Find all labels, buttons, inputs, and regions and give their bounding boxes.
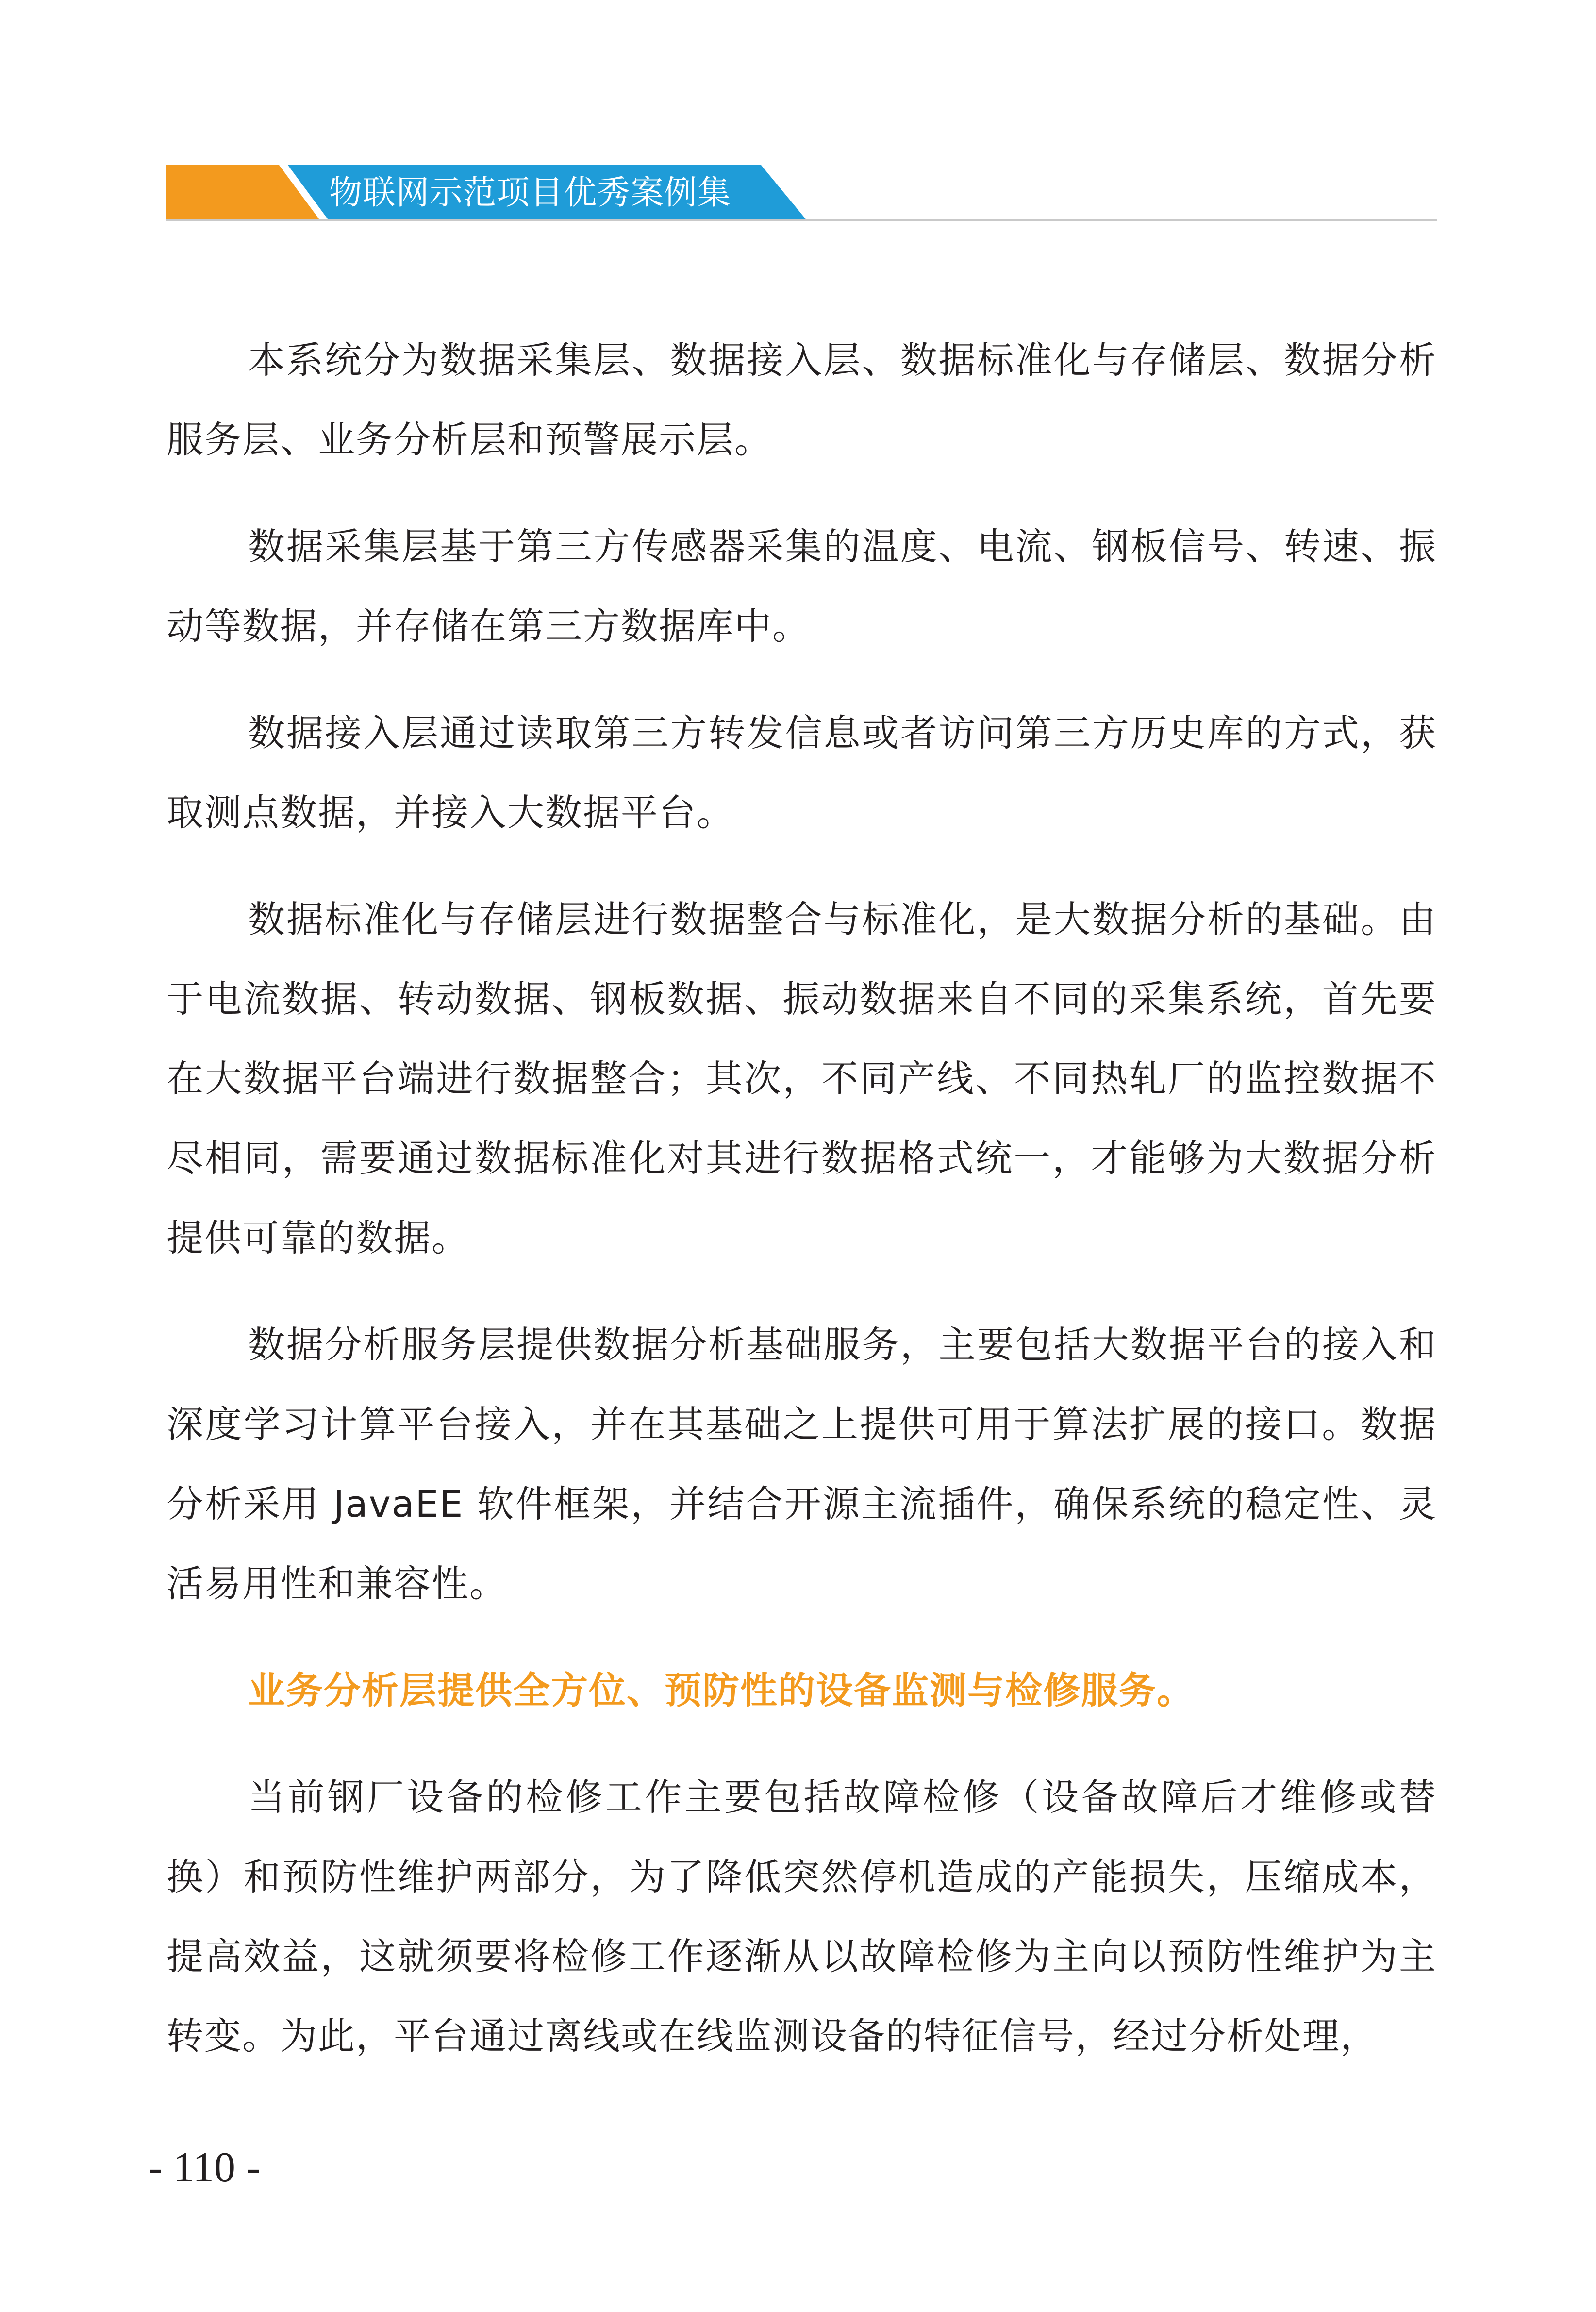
paragraph: 当前钢厂设备的检修工作主要包括故障检修（设备故障后才维修或替换）和预防性维护两部分，为了降低突然停机造成的产能损失，压缩成本，提高效益，这就须要将检修工作逐渐从以故障检修为主向以预防性维护为主转变。为此，平台通过离线或在线监测设备的特征信号，经过分析处理，: [166, 1776, 1437, 2058]
page-header: [166, 165, 1437, 221]
paragraph: 数据标准化与存储层进行数据整合与标准化，是大数据分析的基础。由于电流数据、转动数据、钢板数据、振动数据来自不同的采集系统，首先要在大数据平台端进行数据整合；其次，不同产线、不同热轧厂的监控数据不尽相同，需要通过数据标准化对其进行数据格式统一，才能够为大数据分析提供可靠的数据。: [166, 898, 1437, 1259]
page-number: - 110 -: [148, 2144, 261, 2191]
header-divider: [166, 219, 1437, 221]
body-content: [166, 320, 1437, 2103]
paragraph: 本系统分为数据采集层、数据接入层、数据标准化与存储层、数据分析服务层、业务分析层和预警展示层。: [166, 338, 1437, 461]
paragraph: 数据采集层基于第三方传感器采集的温度、电流、钢板信号、转速、振动等数据，并存储在第三方数据库中。: [166, 525, 1437, 648]
highlighted-heading: 业务分析层提供全方位、预防性的设备监测与检修服务。: [248, 1669, 1195, 1712]
header-title: 物联网示范项目优秀案例集: [329, 174, 732, 212]
paragraph: 数据接入层通过读取第三方转发信息或者访问第三方历史库的方式，获取测点数据，并接入大数据平台。: [166, 711, 1437, 834]
paragraph: 数据分析服务层提供数据分析基础服务，主要包括大数据平台的接入和深度学习计算平台接入，并在其基础之上提供可用于算法扩展的接口。数据分析采用 JavaEE 软件框架，并结合开源主流插件，确保系统的稳定性、灵活易用性和兼容性。: [166, 1323, 1437, 1605]
